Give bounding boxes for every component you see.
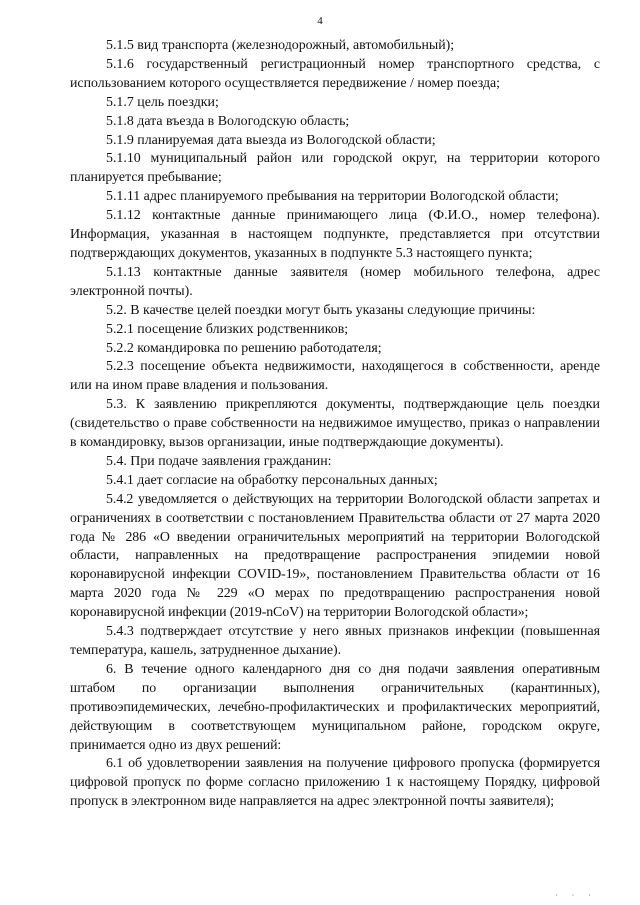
document-body bbox=[70, 37, 600, 812]
page-number: 4 bbox=[317, 15, 323, 27]
paragraph-5-1-8: 5.1.8 дата въезда в Вологодскую область; bbox=[106, 113, 350, 129]
paragraph-5-1-5: 5.1.5 вид транспорта (железнодорожный, автомобильный); bbox=[106, 38, 455, 53]
paragraph-5-4-3: 5.4.3 подтверждает отсутствие у него явных признаков инфекции (повышенная температура, кашель, затрудненное дыхание). bbox=[70, 624, 600, 658]
paragraph-5-4: 5.4. При подаче заявления гражданин: bbox=[106, 453, 332, 469]
paragraph-5-4-1: 5.4.1 дает согласие на обработку персональных данных; bbox=[106, 472, 438, 488]
scan-marks: · · · bbox=[555, 891, 597, 900]
paragraph-6-1: 6.1 об удовлетворении заявления на получение цифрового пропуска (формируется цифровой пропуск по форме согласно приложению 1 к настоящему Порядку, цифровой пропуск в электронном виде направляется на адрес электронной почты заявителя); bbox=[70, 756, 600, 810]
paragraph-5-1-11: 5.1.11 адрес планируемого пребывания на территории Вологодской области; bbox=[106, 189, 559, 205]
paragraph-5-2: 5.2. В качестве целей поездки могут быть указаны следующие причины: bbox=[106, 302, 536, 318]
paragraph-5-1-6: 5.1.6 государственный регистрационный номер транспортного средства, с использованием которого осуществляется передвижение / номер поезда; bbox=[70, 56, 600, 91]
paragraph-5-4-2: 5.4.2 уведомляется о действующих на территории Вологодской области запретах и ограничениях в соответствии с постановлением Правительства области от 27 марта 2020 года № 286 «О введении ограничительных мероприятий на территории Вологодской области, направленных на предотвращение распространения эпидемии новой коронавирусной инфекции COVID-19», постановлением Правительства области от 16 марта 2020 года № 229 «О мерах по предотвращению распространения новой коронавирусной инфекции (2019-nCoV) на территории Вологодской области»; bbox=[70, 491, 600, 621]
paragraph-5-1-7: 5.1.7 цель поездки; bbox=[106, 94, 219, 110]
paragraph-5-1-10: 5.1.10 муниципальный район или городской округ, на территории которого планируется пребывание; bbox=[70, 151, 600, 186]
paragraph-6: 6. В течение одного календарного дня со дня подачи заявления оперативным штабом по организации выполнения ограничительных (карантинных), противоэпидемических, лечебно-профилактических и профилактических мероприятий, действующим в соответствующем муниципальном районе, городском округе, принимается одно из двух решений: bbox=[70, 661, 600, 753]
paragraph-5-1-12: 5.1.12 контактные данные принимающего лица (Ф.И.О., номер телефона). Информация, указанная в настоящем подпункте, представляется при отсутствии подтверждающих документов, указанных в подпункте 5.3 настоящего пункта; bbox=[70, 208, 600, 261]
paragraph-5-2-1: 5.2.1 посещение близких родственников; bbox=[106, 321, 349, 337]
paragraph-5-1-9: 5.1.9 планируемая дата выезда из Вологодской области; bbox=[106, 132, 436, 148]
paragraph-5-2-2: 5.2.2 командировка по решению работодателя; bbox=[106, 340, 382, 356]
paragraph-5-2-3: 5.2.3 посещение объекта недвижимости, находящегося в собственности, аренде или на ином праве владения и пользования. bbox=[70, 359, 600, 394]
paragraph-5-1-13: 5.1.13 контактные данные заявителя (номер мобильного телефона, адрес электронной почты). bbox=[70, 264, 600, 299]
paragraph-5-3: 5.3. К заявлению прикрепляются документы, подтверждающие цель поездки (свидетельство о праве собственности на недвижимое имущество, приказ о направлении в командировку, вызов организации, иные подтверждающие документы). bbox=[70, 397, 600, 451]
